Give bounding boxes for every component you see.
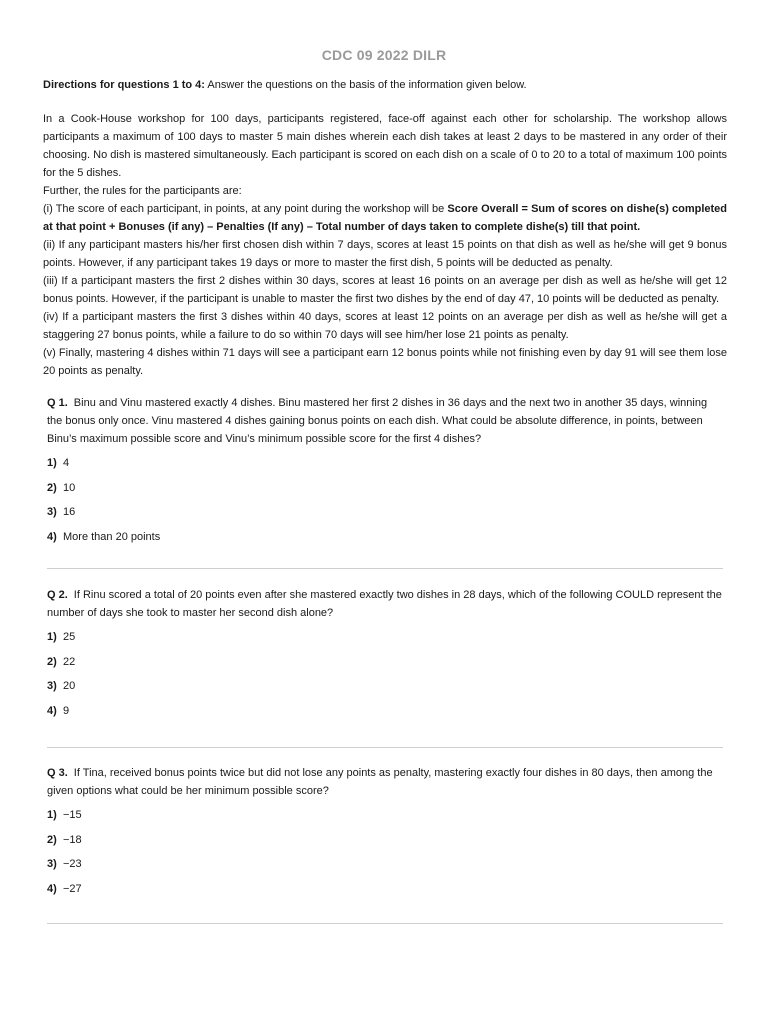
divider bbox=[47, 923, 723, 924]
option-text: 4 bbox=[63, 457, 70, 469]
option-text: −18 bbox=[63, 833, 82, 846]
option-text: 10 bbox=[63, 481, 76, 494]
rule-1-text: (i) The score of each participant, in points, at any point during the workshop will be bbox=[43, 203, 448, 215]
page-title: CDC 09 2022 DILR bbox=[321, 47, 447, 63]
directions-text: Answer the questions on the basis of the information given below. bbox=[204, 79, 527, 91]
option-item[interactable] bbox=[47, 628, 723, 653]
option-number: 3) bbox=[47, 506, 57, 518]
divider bbox=[47, 568, 723, 569]
option-item[interactable] bbox=[47, 880, 723, 905]
question-1-text bbox=[47, 394, 723, 448]
rule-1 bbox=[43, 200, 727, 236]
question-number: Q 1. bbox=[47, 397, 68, 409]
option-number: 1) bbox=[47, 457, 57, 469]
question-number: Q 2. bbox=[47, 589, 68, 601]
option-item[interactable] bbox=[47, 806, 723, 831]
rule-5: (v) Finally, mastering 4 dishes within 71 days will see a participant earn 12 bonus points while not finishing even by day 91 will see them lose 20 points as penalty. bbox=[43, 347, 727, 377]
option-list bbox=[47, 806, 723, 904]
question-2-text bbox=[47, 586, 723, 622]
question-body: If Tina, received bonus points twice but did not lose any points as penalty, mastering exactly four dishes in 80 days, then among the given options what could be her minimum possible score? bbox=[47, 767, 713, 797]
option-number: 3) bbox=[47, 858, 57, 870]
question-body: If Rinu scored a total of 20 points even after she mastered exactly two dishes in 28 days, which of the following COULD represent the number of days she took to master her second dish alone? bbox=[47, 589, 722, 619]
passage-rules-heading: Further, the rules for the participants are: bbox=[43, 185, 242, 197]
option-text: −15 bbox=[63, 809, 82, 821]
option-item[interactable] bbox=[47, 653, 723, 678]
question-2 bbox=[47, 586, 723, 726]
option-item[interactable] bbox=[47, 831, 723, 856]
option-text: −23 bbox=[63, 858, 82, 870]
option-text: More than 20 points bbox=[63, 530, 161, 543]
option-text: 25 bbox=[63, 631, 76, 643]
option-number: 2) bbox=[47, 481, 57, 494]
option-number: 1) bbox=[47, 809, 57, 821]
option-item[interactable] bbox=[47, 677, 723, 702]
option-text: 9 bbox=[63, 704, 70, 717]
question-3 bbox=[47, 764, 723, 904]
divider bbox=[47, 747, 723, 748]
rule-3: (iii) If a participant masters the first 2 dishes within 30 days, scores at least 16 points on an average per dish as well as he/she will get 12 bonus points. However, if the participant is unable to master the first two dishes by the end of day 47, 10 points will be deducted as penalty. bbox=[43, 275, 727, 305]
option-number: 1) bbox=[47, 631, 57, 643]
passage bbox=[43, 110, 727, 380]
option-item[interactable] bbox=[47, 479, 723, 504]
option-number: 3) bbox=[47, 680, 57, 692]
option-item[interactable] bbox=[47, 528, 723, 553]
rule-2: (ii) If any participant masters his/her first chosen dish within 7 days, scores at least 15 points on that dish as well as he/she will get 9 bonus points. However, if any participant takes 19 days or more to master the first dish, 5 points will be deducted as penalty. bbox=[43, 239, 727, 269]
passage-intro: In a Cook-House workshop for 100 days, participants registered, face-off against each other for scholarship. The workshop allows participants a maximum of 100 days to master 5 main dishes wherein each dish takes at least 2 days to be mastered in any order of their choosing. No dish is mastered simultaneously. Each participant is scored on each dish on a scale of 0 to 20 to a total of maximum 100 points for the 5 dishes. bbox=[43, 113, 727, 179]
option-text: −27 bbox=[63, 882, 82, 895]
option-item[interactable] bbox=[47, 454, 723, 479]
rule-1-formula: Score Overall = Sum of scores on dishe(s) completed at that point + Bonuses (if any) – Penalties (If any) – Total number of days taken to complete dishe(s) till that point. bbox=[43, 203, 727, 233]
option-number: 2) bbox=[47, 655, 57, 668]
option-list bbox=[47, 628, 723, 726]
option-list bbox=[47, 454, 723, 552]
option-item[interactable] bbox=[47, 855, 723, 880]
option-number: 2) bbox=[47, 833, 57, 846]
rule-4: (iv) If a participant masters the first 3 dishes within 40 days, scores at least 12 points on an average per dish as well as he/she will get a staggering 27 bonus points, while a failure to do so within 70 days will see him/her lose 21 points as penalty. bbox=[43, 311, 727, 341]
option-item[interactable] bbox=[47, 503, 723, 528]
option-number: 4) bbox=[47, 704, 57, 717]
question-body: Binu and Vinu mastered exactly 4 dishes. Binu mastered her first 2 dishes in 36 days and the next two in another 35 days, winning the bonus only once. Vinu mastered 4 dishes gaining bonus points on each dish. What could be absolute difference, in points, between Binu’s maximum possible score and Vinu’s minimum possible score for the first 4 dishes? bbox=[47, 397, 708, 445]
option-number: 4) bbox=[47, 882, 57, 895]
option-text: 16 bbox=[63, 506, 76, 518]
option-item[interactable] bbox=[47, 702, 723, 727]
option-text: 22 bbox=[63, 655, 76, 668]
question-1 bbox=[47, 394, 723, 552]
question-3-text bbox=[47, 764, 723, 800]
option-text: 20 bbox=[63, 680, 76, 692]
directions-label: Directions for questions 1 to 4: bbox=[43, 79, 205, 91]
option-number: 4) bbox=[47, 530, 57, 543]
question-number: Q 3. bbox=[47, 767, 68, 779]
directions bbox=[43, 77, 727, 93]
